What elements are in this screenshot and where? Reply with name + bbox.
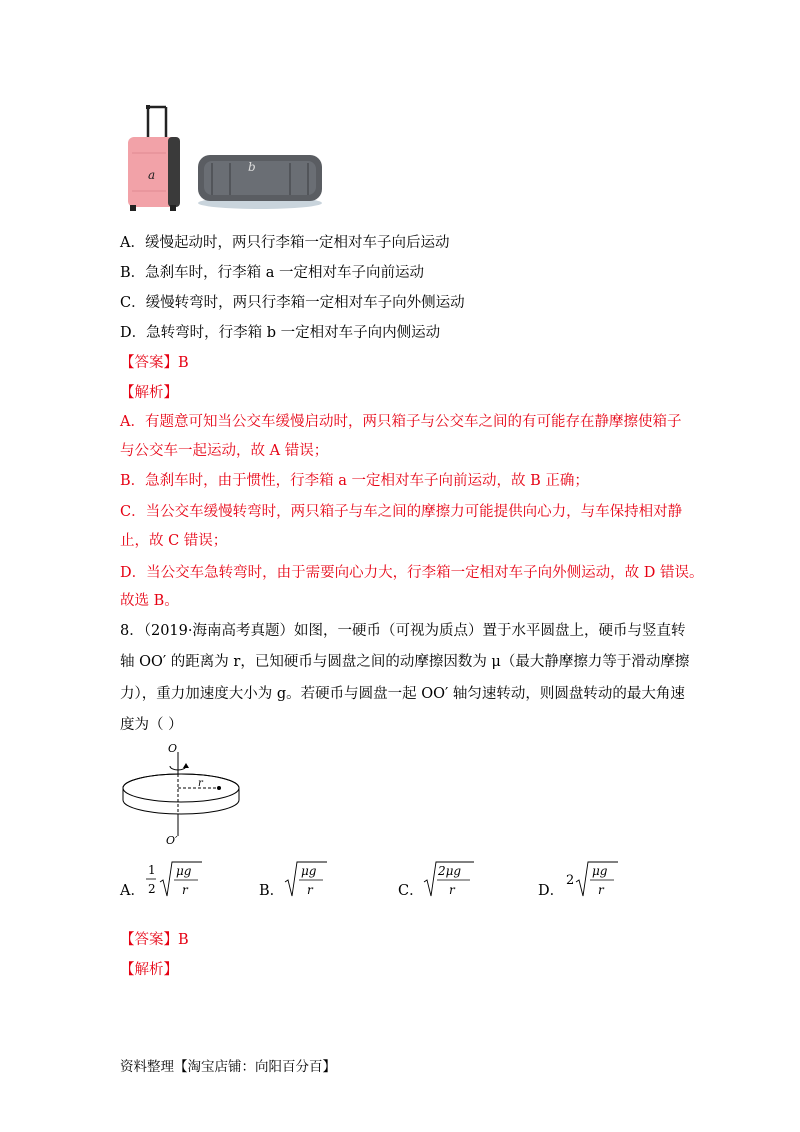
option-label: C． (398, 883, 424, 899)
q7-analysis-title: 【解析】 (120, 385, 178, 401)
q7-analysis-line: D．当公交车急转弯时，由于需要向心力大，行李箱一定相对车子向外侧运动，故 D 错误。 (120, 565, 704, 581)
q7-analysis-line: B．急刹车时，由于惯性，行李箱 a 一定相对车子向前运动，故 B 正确； (120, 473, 589, 489)
formula (422, 860, 488, 900)
frac-num: 2μg (438, 864, 462, 878)
frac-num: μg (176, 864, 192, 878)
q7-analysis-line: A．有题意可知当公交车缓慢启动时，两只箱子与公交车之间的有可能存在静摩擦使箱子 (120, 414, 682, 430)
formula (146, 860, 216, 900)
axis-top-label: O (168, 742, 178, 755)
option-label: B． (259, 883, 285, 899)
q8-stem-line: 8．（2019·海南高考真题）如图，一硬币（可视为质点）置于水平圆盘上，硬币与竖直转 (120, 623, 686, 639)
suitcase-a-label: a (148, 168, 156, 182)
frac-num: μg (301, 864, 317, 878)
q8-option-a (120, 860, 250, 900)
radius-label: r (198, 778, 203, 789)
q8-analysis-title: 【解析】 (120, 962, 178, 978)
q8-option-c (398, 860, 498, 900)
q8-answer: 【答案】B (120, 932, 189, 948)
q7-option-c: C．缓慢转弯时，两只行李箱一定相对车子向外侧运动 (120, 295, 465, 311)
q7-option-d: D．急转弯时，行李箱 b 一定相对车子向内侧运动 (120, 325, 441, 341)
page-footer: 资料整理【淘宝店铺：向阳百分百】 (120, 1059, 336, 1075)
q8-stem-line: 度为（ ） (120, 717, 183, 733)
rotating-disk-figure (118, 738, 248, 850)
coef-den: 2 (148, 882, 156, 896)
q7-analysis-line: 与公交车一起运动，故 A 错误； (120, 443, 329, 459)
formula (564, 860, 636, 900)
formula (283, 860, 343, 900)
frac-den: r (598, 883, 604, 897)
coef: 2 (566, 873, 575, 888)
q8-stem-line: 力），重力加速度大小为 g。若硬币与圆盘一起 OO′ 轴匀速转动，则圆盘转动的最大角速 (120, 686, 685, 702)
frac-num: μg (592, 864, 608, 878)
q8-option-d (538, 860, 638, 900)
q7-analysis-line: C．当公交车缓慢转弯时，两只箱子与车之间的摩擦力可能提供向心力，与车保持相对静 (120, 504, 683, 520)
coef-num: 1 (148, 863, 156, 877)
q7-analysis-line: 故选 B。 (120, 593, 179, 609)
q7-option-a: A．缓慢起动时，两只行李箱一定相对车子向后运动 (120, 235, 450, 251)
option-label: A． (120, 883, 145, 899)
frac-den: r (307, 883, 313, 897)
suitcase-b-label: b (248, 160, 256, 174)
q7-option-b: B．急刹车时，行李箱 a 一定相对车子向前运动 (120, 265, 425, 281)
frac-den: r (449, 883, 455, 897)
axis-bottom-label: O′ (166, 834, 178, 847)
frac-den: r (182, 883, 188, 897)
q8-option-b (259, 860, 359, 900)
q7-answer: 【答案】B (120, 355, 189, 371)
q8-stem-line: 轴 OO′ 的距离为 r，已知硬币与圆盘之间的动摩擦因数为 μ（最大静摩擦力等于滑动摩擦 (120, 654, 690, 670)
q7-analysis-line: 止，故 C 错误； (120, 533, 228, 549)
suitcases-figure (120, 103, 330, 213)
option-label: D． (538, 883, 565, 899)
